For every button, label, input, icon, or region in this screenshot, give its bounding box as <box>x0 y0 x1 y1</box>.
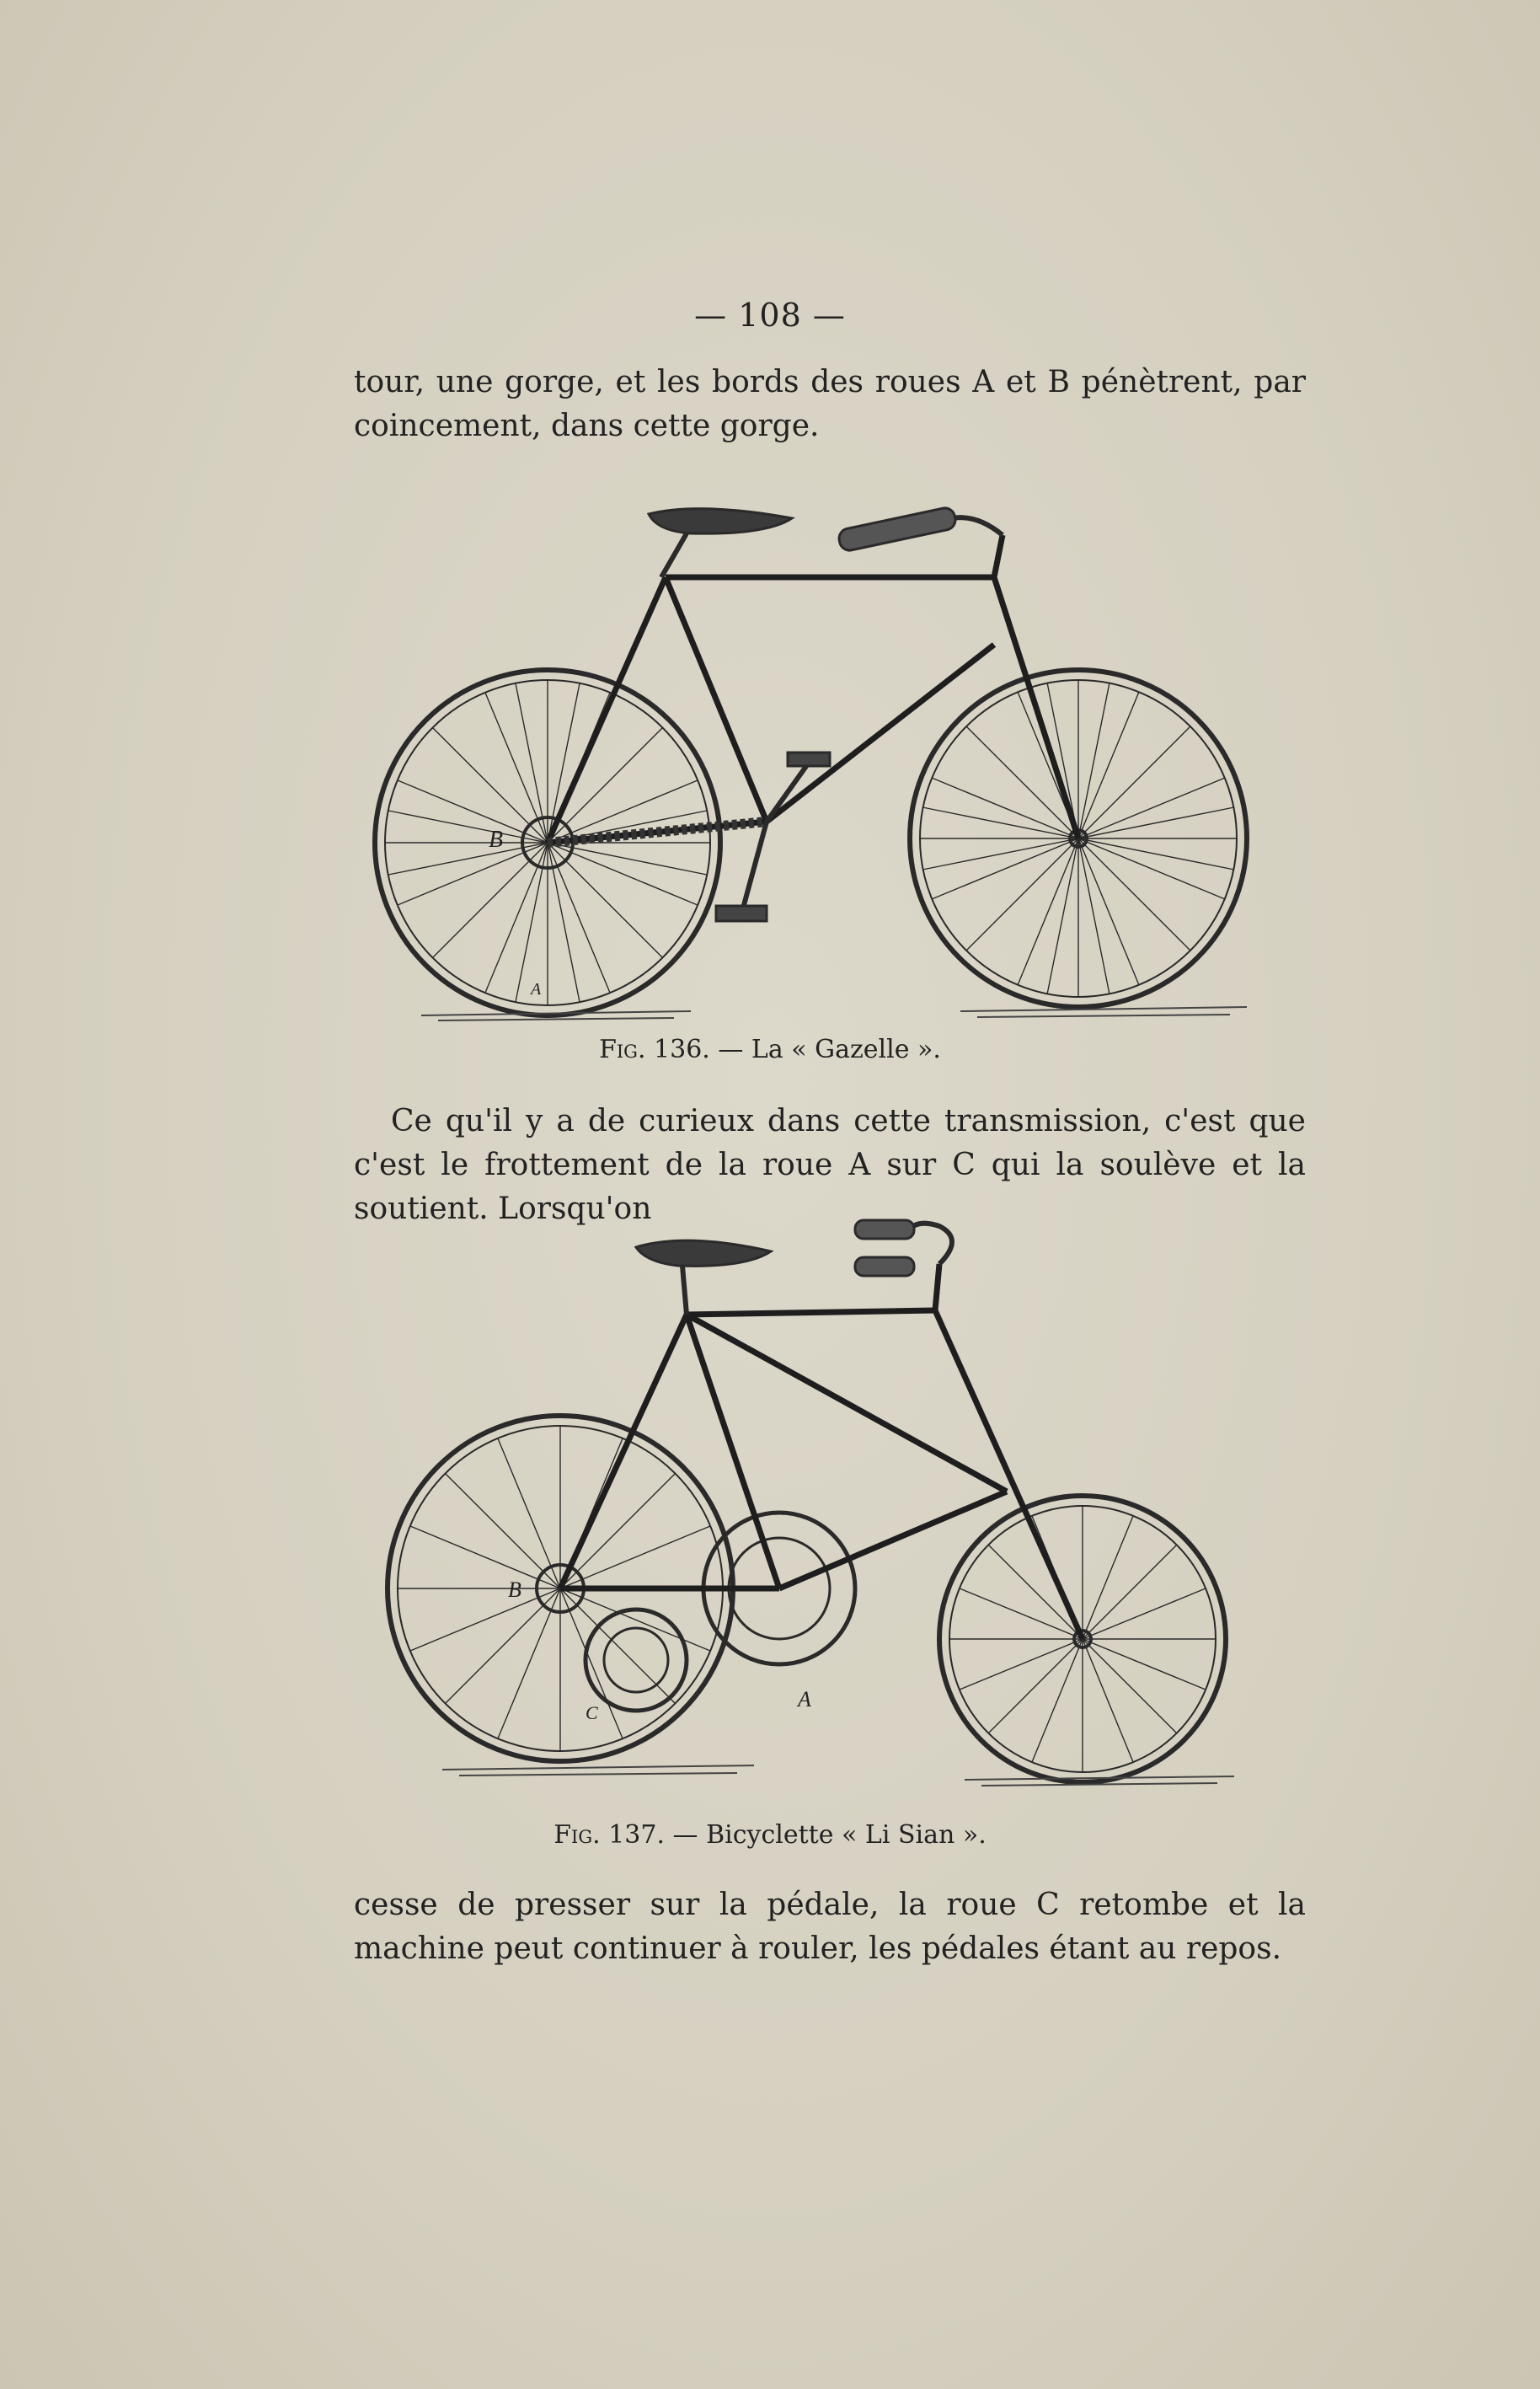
paragraph-1: tour, une gorge, et les bords des roues A et B pénètrent, par coincement, dans cette gorge. <box>354 365 1306 443</box>
figure-137-caption <box>0 1820 1540 1850</box>
label-a: A <box>798 1687 811 1711</box>
paragraph-3: cesse de presser sur la pédale, la roue C retombe et la machine peut continuer à rouler, les pédales étant au repos. <box>354 1888 1306 1966</box>
figure-137-label: Fig. 137. <box>553 1820 665 1850</box>
bicycle-li-sian-drawing <box>383 1213 1251 1795</box>
figure-136-label: Fig. 136. <box>599 1035 710 1064</box>
figure-136-title: — La « Gazelle ». <box>718 1035 941 1064</box>
label-c: C <box>586 1702 598 1723</box>
figure-136-illustration <box>371 485 1264 1024</box>
label-b: B <box>508 1577 521 1602</box>
label-a: A <box>531 980 542 999</box>
bicycle-gazelle-drawing <box>371 485 1264 1024</box>
page-number: — 108 — <box>694 297 846 334</box>
figure-137-title: — Bicyclette « Li Sian ». <box>672 1820 987 1850</box>
label-b: B <box>489 827 504 853</box>
figure-137-illustration <box>383 1213 1251 1795</box>
paragraph-2: Ce qu'il y a de curieux dans cette transmission, c'est que c'est le frottement de la roue A sur C qui la soulève et la soutient. Lorsqu'on <box>354 1104 1306 1226</box>
figure-136-caption <box>0 1035 1540 1064</box>
